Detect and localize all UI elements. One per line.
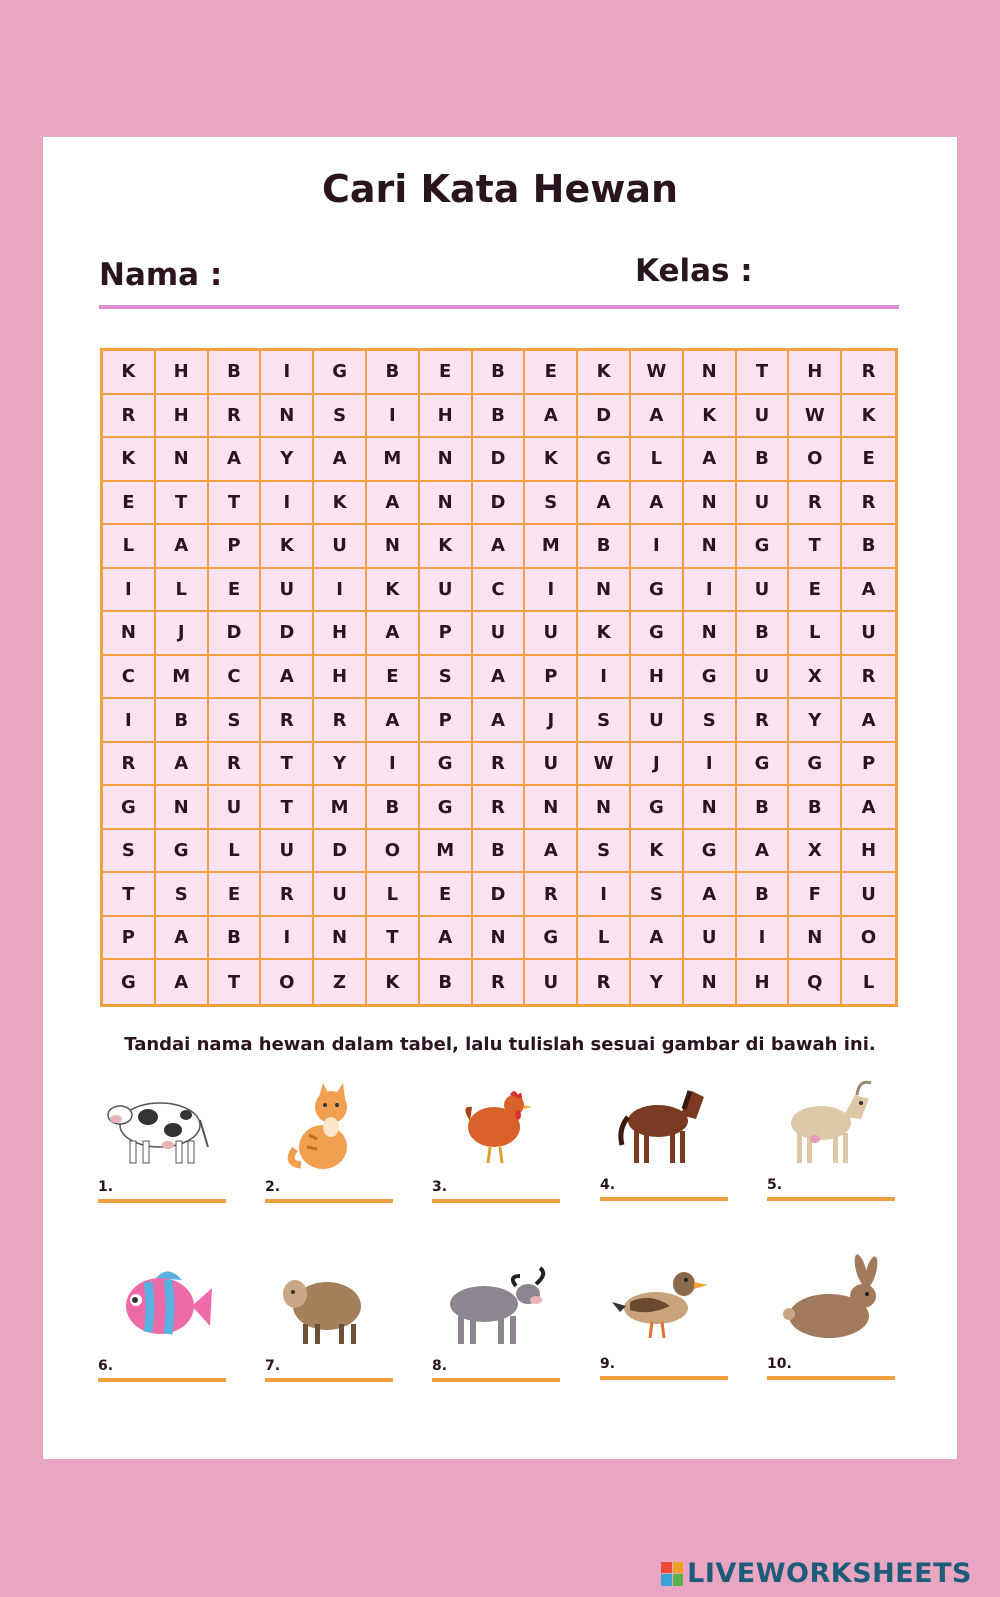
grid-cell[interactable]: A xyxy=(156,917,209,961)
grid-cell[interactable]: R xyxy=(578,960,631,1004)
grid-cell[interactable]: A xyxy=(156,960,209,1004)
grid-cell[interactable]: K xyxy=(261,525,314,569)
name-label: Nama : xyxy=(99,257,223,293)
sheep-icon xyxy=(265,1254,395,1354)
grid-cell[interactable]: R xyxy=(473,743,526,787)
grid-cell[interactable]: R xyxy=(103,743,156,787)
grid-cell[interactable]: N xyxy=(684,351,737,395)
grid-cell[interactable]: H xyxy=(314,612,367,656)
grid-cell[interactable]: I xyxy=(684,743,737,787)
fish-icon xyxy=(98,1254,228,1354)
goat-icon xyxy=(767,1073,897,1173)
grid-cell[interactable]: N xyxy=(473,917,526,961)
grid-cell[interactable]: H xyxy=(314,656,367,700)
grid-cell[interactable]: Y xyxy=(261,438,314,482)
grid-cell[interactable]: B xyxy=(842,525,895,569)
grid-cell[interactable]: T xyxy=(209,960,262,1004)
grid-cell[interactable]: E xyxy=(420,351,473,395)
grid-cell[interactable]: I xyxy=(684,569,737,613)
grid-cell[interactable]: C xyxy=(209,656,262,700)
grid-cell[interactable]: S xyxy=(684,699,737,743)
item-number: 9. xyxy=(600,1356,616,1372)
grid-cell[interactable]: I xyxy=(261,917,314,961)
grid-cell[interactable]: D xyxy=(578,395,631,439)
grid-cell[interactable]: N xyxy=(578,569,631,613)
grid-cell[interactable]: K xyxy=(578,351,631,395)
grid-cell[interactable]: M xyxy=(420,830,473,874)
grid-cell[interactable]: I xyxy=(103,699,156,743)
item-9 xyxy=(600,1252,730,1392)
grid-cell[interactable]: O xyxy=(261,960,314,1004)
grid-cell[interactable]: P xyxy=(420,612,473,656)
grid-cell[interactable]: T xyxy=(261,786,314,830)
grid-cell[interactable]: O xyxy=(789,438,842,482)
grid-cell[interactable]: S xyxy=(420,656,473,700)
grid-cell[interactable]: N xyxy=(420,482,473,526)
grid-cell[interactable]: G xyxy=(420,786,473,830)
grid-cell[interactable]: K xyxy=(631,830,684,874)
grid-cell[interactable]: R xyxy=(103,395,156,439)
answer-input[interactable] xyxy=(265,1378,393,1382)
grid-cell[interactable]: Y xyxy=(631,960,684,1004)
grid-cell[interactable]: N xyxy=(314,917,367,961)
grid-cell[interactable]: W xyxy=(578,743,631,787)
grid-cell[interactable]: A xyxy=(684,438,737,482)
grid-cell[interactable]: L xyxy=(103,525,156,569)
grid-cell[interactable]: D xyxy=(473,438,526,482)
grid-cell[interactable]: B xyxy=(209,917,262,961)
grid-cell[interactable]: D xyxy=(261,612,314,656)
grid-cell[interactable]: U xyxy=(631,699,684,743)
grid-cell[interactable]: R xyxy=(842,656,895,700)
grid-cell[interactable]: L xyxy=(789,612,842,656)
grid-cell[interactable]: M xyxy=(367,438,420,482)
grid-cell[interactable]: A xyxy=(473,656,526,700)
grid-cell[interactable]: R xyxy=(473,960,526,1004)
grid-cell[interactable]: P xyxy=(842,743,895,787)
grid-cell[interactable]: B xyxy=(473,351,526,395)
grid-cell[interactable]: S xyxy=(209,699,262,743)
grid-cell[interactable]: U xyxy=(842,873,895,917)
grid-cell[interactable]: D xyxy=(473,873,526,917)
grid-cell[interactable]: M xyxy=(156,656,209,700)
grid-cell[interactable]: B xyxy=(367,786,420,830)
grid-cell[interactable]: W xyxy=(789,395,842,439)
grid-cell[interactable]: G xyxy=(631,569,684,613)
grid-cell[interactable]: A xyxy=(631,395,684,439)
grid-cell[interactable]: I xyxy=(367,395,420,439)
grid-cell[interactable]: U xyxy=(737,569,790,613)
grid-cell[interactable]: G xyxy=(103,960,156,1004)
grid-cell[interactable]: N xyxy=(420,438,473,482)
grid-cell[interactable]: N xyxy=(156,438,209,482)
grid-cell[interactable]: U xyxy=(473,612,526,656)
grid-cell[interactable]: N xyxy=(684,960,737,1004)
class-label: Kelas : xyxy=(635,253,753,289)
grid-cell[interactable]: G xyxy=(156,830,209,874)
grid-cell[interactable]: G xyxy=(578,438,631,482)
grid-cell[interactable]: I xyxy=(261,482,314,526)
grid-cell[interactable]: P xyxy=(103,917,156,961)
grid-cell[interactable]: U xyxy=(314,873,367,917)
item-number: 5. xyxy=(767,1177,783,1193)
grid-cell[interactable]: T xyxy=(209,482,262,526)
grid-cell[interactable]: H xyxy=(789,351,842,395)
grid-cell[interactable]: I xyxy=(261,351,314,395)
item-6 xyxy=(98,1254,228,1394)
grid-cell[interactable]: J xyxy=(525,699,578,743)
item-number: 2. xyxy=(265,1179,281,1195)
grid-cell[interactable]: M xyxy=(314,786,367,830)
grid-cell[interactable]: R xyxy=(842,482,895,526)
grid-cell[interactable]: B xyxy=(737,873,790,917)
grid-cell[interactable]: G xyxy=(420,743,473,787)
grid-cell[interactable]: U xyxy=(737,395,790,439)
grid-cell[interactable]: T xyxy=(737,351,790,395)
grid-cell[interactable]: E xyxy=(209,873,262,917)
answer-input[interactable] xyxy=(767,1197,895,1201)
grid-cell[interactable]: B xyxy=(737,786,790,830)
logo-text: LIVEWORKSHEETS xyxy=(687,1558,972,1589)
grid-cell[interactable]: A xyxy=(737,830,790,874)
grid-cell[interactable]: B xyxy=(156,699,209,743)
answer-input[interactable] xyxy=(600,1197,728,1201)
grid-cell[interactable]: K xyxy=(367,569,420,613)
grid-cell[interactable]: N xyxy=(367,525,420,569)
grid-cell[interactable]: L xyxy=(367,873,420,917)
item-8 xyxy=(432,1254,562,1394)
grid-cell[interactable]: A xyxy=(473,525,526,569)
item-3 xyxy=(432,1075,562,1215)
grid-cell[interactable]: G xyxy=(525,917,578,961)
answer-input[interactable] xyxy=(432,1199,560,1203)
grid-cell[interactable]: B xyxy=(473,395,526,439)
grid-cell[interactable]: K xyxy=(420,525,473,569)
grid-cell[interactable]: E xyxy=(209,569,262,613)
grid-cell[interactable]: E xyxy=(789,569,842,613)
item-5 xyxy=(767,1073,897,1213)
grid-cell[interactable]: R xyxy=(261,699,314,743)
grid-cell[interactable]: A xyxy=(156,743,209,787)
grid-cell[interactable]: K xyxy=(367,960,420,1004)
grid-cell[interactable]: T xyxy=(789,525,842,569)
grid-cell[interactable]: C xyxy=(103,656,156,700)
item-number: 7. xyxy=(265,1358,281,1374)
grid-cell[interactable]: T xyxy=(103,873,156,917)
grid-cell[interactable]: O xyxy=(842,917,895,961)
grid-cell[interactable]: S xyxy=(578,699,631,743)
instruction-text: Tandai nama hewan dalam tabel, lalu tulislah sesuai gambar di bawah ini. xyxy=(124,1034,876,1055)
grid-cell[interactable]: I xyxy=(578,873,631,917)
grid-cell[interactable]: L xyxy=(578,917,631,961)
grid-cell[interactable]: A xyxy=(209,438,262,482)
grid-cell[interactable]: A xyxy=(473,699,526,743)
grid-cell[interactable]: A xyxy=(367,482,420,526)
grid-cell[interactable]: U xyxy=(525,960,578,1004)
grid-cell[interactable]: L xyxy=(156,569,209,613)
grid-cell[interactable]: U xyxy=(842,612,895,656)
worksheet xyxy=(43,137,957,1459)
grid-cell[interactable]: C xyxy=(473,569,526,613)
grid-cell[interactable]: B xyxy=(737,438,790,482)
grid-cell[interactable]: S xyxy=(525,482,578,526)
grid-cell[interactable]: B xyxy=(420,960,473,1004)
grid-cell[interactable]: H xyxy=(156,351,209,395)
horse-icon xyxy=(600,1073,730,1173)
chicken-icon xyxy=(432,1075,562,1175)
grid-cell[interactable]: A xyxy=(842,699,895,743)
grid-cell[interactable]: R xyxy=(314,699,367,743)
grid-cell[interactable]: I xyxy=(314,569,367,613)
grid-cell[interactable]: S xyxy=(578,830,631,874)
grid-cell[interactable]: A xyxy=(684,873,737,917)
grid-cell[interactable]: S xyxy=(314,395,367,439)
grid-cell[interactable]: D xyxy=(314,830,367,874)
liveworksheets-logo[interactable] xyxy=(661,1558,972,1589)
grid-cell[interactable]: U xyxy=(684,917,737,961)
item-number: 3. xyxy=(432,1179,448,1195)
grid-cell[interactable]: U xyxy=(314,525,367,569)
word-search-grid xyxy=(100,348,898,1007)
grid-cell[interactable]: E xyxy=(420,873,473,917)
grid-cell[interactable]: E xyxy=(103,482,156,526)
grid-cell[interactable]: E xyxy=(525,351,578,395)
grid-cell[interactable]: K xyxy=(684,395,737,439)
grid-cell[interactable]: A xyxy=(156,525,209,569)
grid-cell[interactable]: H xyxy=(737,960,790,1004)
grid-cell[interactable]: N xyxy=(103,612,156,656)
grid-cell[interactable]: A xyxy=(631,482,684,526)
grid-cell[interactable]: N xyxy=(684,525,737,569)
grid-cell[interactable]: U xyxy=(737,656,790,700)
grid-cell[interactable]: J xyxy=(156,612,209,656)
item-2 xyxy=(265,1075,395,1215)
item-7 xyxy=(265,1254,395,1394)
grid-cell[interactable]: R xyxy=(261,873,314,917)
grid-cell[interactable]: K xyxy=(842,395,895,439)
grid-cell[interactable]: W xyxy=(631,351,684,395)
grid-cell[interactable]: N xyxy=(525,786,578,830)
buffalo-icon xyxy=(432,1254,562,1354)
grid-cell[interactable]: A xyxy=(842,786,895,830)
grid-cell[interactable]: E xyxy=(367,656,420,700)
grid-cell[interactable]: N xyxy=(684,482,737,526)
grid-cell[interactable]: I xyxy=(367,743,420,787)
grid-cell[interactable]: U xyxy=(261,830,314,874)
grid-cell[interactable]: N xyxy=(578,786,631,830)
grid-cell[interactable]: K xyxy=(314,482,367,526)
grid-cell[interactable]: D xyxy=(209,612,262,656)
grid-cell[interactable]: U xyxy=(525,743,578,787)
grid-cell[interactable]: R xyxy=(789,482,842,526)
grid-cell[interactable]: Z xyxy=(314,960,367,1004)
grid-cell[interactable]: H xyxy=(420,395,473,439)
grid-cell[interactable]: G xyxy=(737,743,790,787)
grid-cell[interactable]: K xyxy=(525,438,578,482)
grid-cell[interactable]: D xyxy=(473,482,526,526)
grid-cell[interactable]: A xyxy=(367,612,420,656)
grid-cell[interactable]: A xyxy=(525,395,578,439)
grid-cell[interactable]: A xyxy=(261,656,314,700)
grid-cell[interactable]: I xyxy=(578,656,631,700)
grid-cell[interactable]: R xyxy=(473,786,526,830)
grid-cell[interactable]: T xyxy=(156,482,209,526)
grid-cell[interactable]: S xyxy=(156,873,209,917)
grid-cell[interactable]: I xyxy=(525,569,578,613)
cat-icon xyxy=(265,1075,395,1175)
grid-cell[interactable]: U xyxy=(525,612,578,656)
item-number: 6. xyxy=(98,1358,114,1374)
grid-cell[interactable]: R xyxy=(737,699,790,743)
answer-input[interactable] xyxy=(98,1199,226,1203)
grid-cell[interactable]: S xyxy=(103,830,156,874)
grid-cell[interactable]: B xyxy=(209,351,262,395)
grid-cell[interactable]: P xyxy=(209,525,262,569)
grid-cell[interactable]: G xyxy=(684,656,737,700)
grid-cell[interactable]: S xyxy=(631,873,684,917)
grid-cell[interactable]: T xyxy=(367,917,420,961)
grid-cell[interactable]: U xyxy=(737,482,790,526)
answer-input[interactable] xyxy=(265,1199,393,1203)
grid-cell[interactable]: X xyxy=(789,830,842,874)
grid-cell[interactable]: A xyxy=(631,917,684,961)
grid-cell[interactable]: M xyxy=(525,525,578,569)
grid-cell[interactable]: T xyxy=(261,743,314,787)
grid-cell[interactable]: K xyxy=(578,612,631,656)
grid-cell[interactable]: O xyxy=(367,830,420,874)
item-number: 8. xyxy=(432,1358,448,1374)
grid-cell[interactable]: J xyxy=(631,743,684,787)
grid-cell[interactable]: H xyxy=(156,395,209,439)
grid-cell[interactable]: N xyxy=(684,786,737,830)
grid-cell[interactable]: A xyxy=(314,438,367,482)
grid-cell[interactable]: A xyxy=(578,482,631,526)
grid-cell[interactable]: G xyxy=(631,786,684,830)
grid-cell[interactable]: B xyxy=(789,786,842,830)
duck-icon xyxy=(600,1252,730,1352)
grid-cell[interactable]: L xyxy=(209,830,262,874)
item-number: 10. xyxy=(767,1356,792,1372)
answer-input[interactable] xyxy=(98,1378,226,1382)
item-number: 1. xyxy=(98,1179,114,1195)
grid-cell[interactable]: N xyxy=(261,395,314,439)
grid-cell[interactable]: R xyxy=(209,743,262,787)
rabbit-icon xyxy=(767,1252,897,1352)
page-title: Cari Kata Hewan xyxy=(321,167,679,211)
grid-cell[interactable]: G xyxy=(314,351,367,395)
grid-cell[interactable]: G xyxy=(684,830,737,874)
grid-cell[interactable]: Q xyxy=(789,960,842,1004)
item-number: 4. xyxy=(600,1177,616,1193)
grid-cell[interactable]: U xyxy=(261,569,314,613)
grid-cell[interactable]: B xyxy=(367,351,420,395)
grid-cell[interactable]: L xyxy=(862,971,875,993)
grid-cell[interactable]: A xyxy=(842,569,895,613)
answer-input[interactable] xyxy=(600,1376,728,1380)
grid-cell[interactable]: E xyxy=(842,438,895,482)
item-4 xyxy=(600,1073,730,1213)
grid-cell[interactable]: H xyxy=(631,656,684,700)
grid-cell[interactable]: H xyxy=(842,830,895,874)
grid-cell[interactable]: N xyxy=(156,786,209,830)
name-line xyxy=(99,305,899,309)
grid-cell[interactable]: G xyxy=(103,786,156,830)
cow-icon xyxy=(98,1075,228,1175)
grid-cell[interactable]: X xyxy=(789,656,842,700)
grid-cell[interactable]: N xyxy=(789,917,842,961)
grid-cell[interactable]: A xyxy=(420,917,473,961)
grid-cell[interactable]: I xyxy=(103,569,156,613)
grid-cell[interactable]: B xyxy=(578,525,631,569)
grid-cell[interactable]: F xyxy=(789,873,842,917)
grid-cell[interactable]: L xyxy=(631,438,684,482)
grid-cell[interactable]: B xyxy=(737,612,790,656)
grid-cell[interactable]: P xyxy=(420,699,473,743)
grid-cell[interactable]: Y xyxy=(789,699,842,743)
grid-cell[interactable]: U xyxy=(420,569,473,613)
grid-cell[interactable]: N xyxy=(684,612,737,656)
grid-cell[interactable]: G xyxy=(789,743,842,787)
grid-cell[interactable]: U xyxy=(209,786,262,830)
grid-cell[interactable]: P xyxy=(525,656,578,700)
grid-cell[interactable]: B xyxy=(473,830,526,874)
grid-cell[interactable]: R xyxy=(842,351,895,395)
item-10 xyxy=(767,1252,897,1392)
grid-cell[interactable]: I xyxy=(737,917,790,961)
grid-cell[interactable]: A xyxy=(525,830,578,874)
grid-cell[interactable]: A xyxy=(367,699,420,743)
grid-cell[interactable]: G xyxy=(631,612,684,656)
grid-cell[interactable]: Y xyxy=(314,743,367,787)
grid-cell[interactable]: K xyxy=(103,438,156,482)
logo-badge-icon xyxy=(661,1562,683,1586)
answer-input[interactable] xyxy=(767,1376,895,1380)
grid-cell[interactable]: R xyxy=(209,395,262,439)
grid-cell[interactable]: K xyxy=(103,351,156,395)
item-1 xyxy=(98,1075,228,1215)
grid-cell[interactable]: I xyxy=(631,525,684,569)
answer-input[interactable] xyxy=(432,1378,560,1382)
grid-cell[interactable]: G xyxy=(737,525,790,569)
grid-cell[interactable]: R xyxy=(525,873,578,917)
